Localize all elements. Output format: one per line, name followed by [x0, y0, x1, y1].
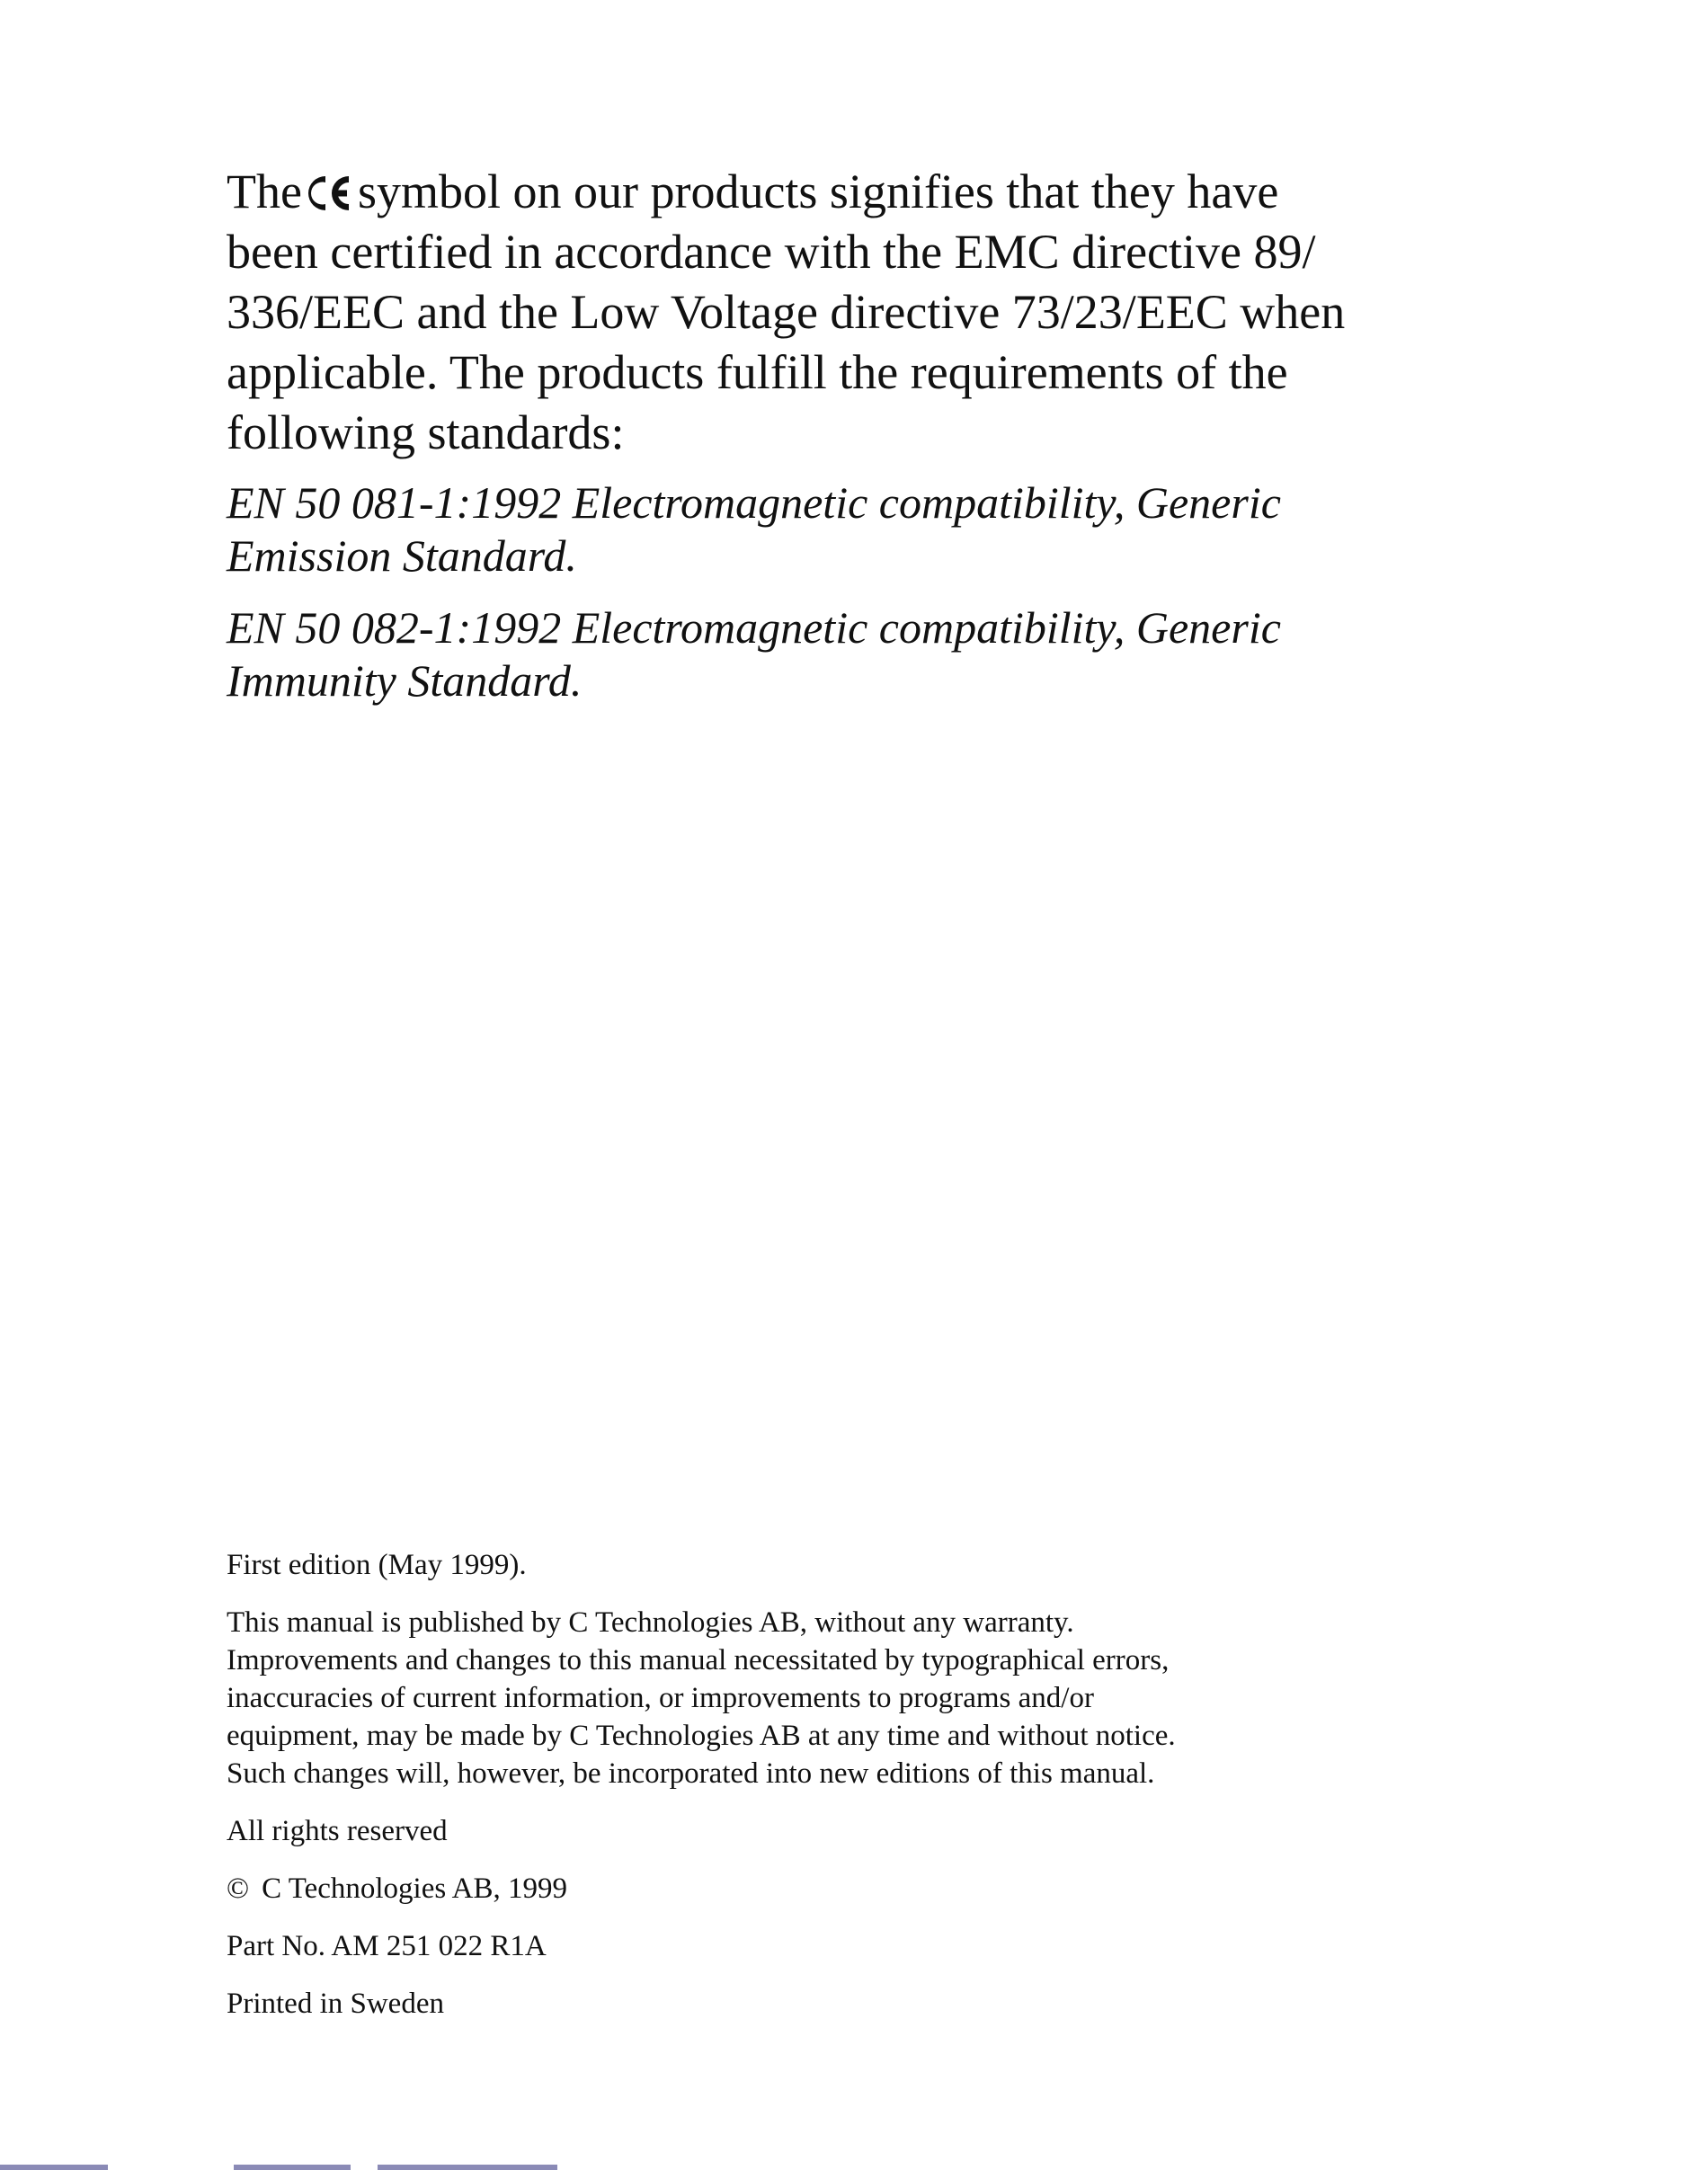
ce-line-3: 336/EEC and the Low Voltage directive 73/23/EEC when — [227, 285, 1346, 339]
standard-immunity-line-2: Immunity Standard. — [227, 655, 583, 706]
disclaimer-line-3: inaccuracies of current information, or improvements to programs and/or — [227, 1682, 1094, 1714]
disclaimer-line-5: Such changes will, however, be incorporated into new editions of this manual. — [227, 1757, 1155, 1790]
ce-line-4: applicable. The products fulfill the requirements of the — [227, 345, 1288, 399]
disclaimer-line-2: Improvements and changes to this manual necessitated by typographical errors, — [227, 1644, 1170, 1676]
ce-line-5: following standards: — [227, 405, 625, 459]
copyright-line — [227, 1870, 1395, 1908]
rights-reserved: All rights reserved — [227, 1815, 448, 1847]
standard-emission-line-1: EN 50 081-1:1992 Electromagnetic compatibility, Generic — [227, 477, 1281, 528]
printed-location: Printed in Sweden — [227, 1988, 444, 2020]
bottom-edge-artifact — [0, 2163, 1708, 2179]
copyright-holder: C Technologies AB, 1999 — [262, 1872, 567, 1905]
edge-mark — [234, 2165, 351, 2170]
ce-intro-word: The — [227, 165, 302, 218]
imprint-section — [227, 1546, 1395, 2023]
copyright-icon: © — [227, 1872, 250, 1905]
standard-immunity — [227, 601, 1485, 707]
ce-paragraph — [227, 162, 1485, 463]
ce-mark-icon — [304, 173, 354, 213]
part-number: Part No. AM 251 022 R1A — [227, 1930, 547, 1962]
standard-emission — [227, 476, 1485, 583]
disclaimer-paragraph — [227, 1604, 1395, 1792]
edge-mark — [378, 2165, 557, 2170]
disclaimer-line-1: This manual is published by C Technologies AB, without any warranty. — [227, 1606, 1074, 1639]
edition-note: First edition (May 1999). — [227, 1549, 527, 1581]
standard-immunity-line-1: EN 50 082-1:1992 Electromagnetic compatibility, Generic — [227, 602, 1281, 653]
ce-declaration — [227, 162, 1485, 707]
ce-line-1: symbol on our products signifies that they have — [357, 165, 1279, 218]
ce-line-2: been certified in accordance with the EMC directive 89/ — [227, 225, 1316, 279]
standard-emission-line-2: Emission Standard. — [227, 530, 577, 581]
disclaimer-line-4: equipment, may be made by C Technologies AB at any time and without notice. — [227, 1720, 1176, 1752]
edge-mark — [0, 2165, 108, 2170]
